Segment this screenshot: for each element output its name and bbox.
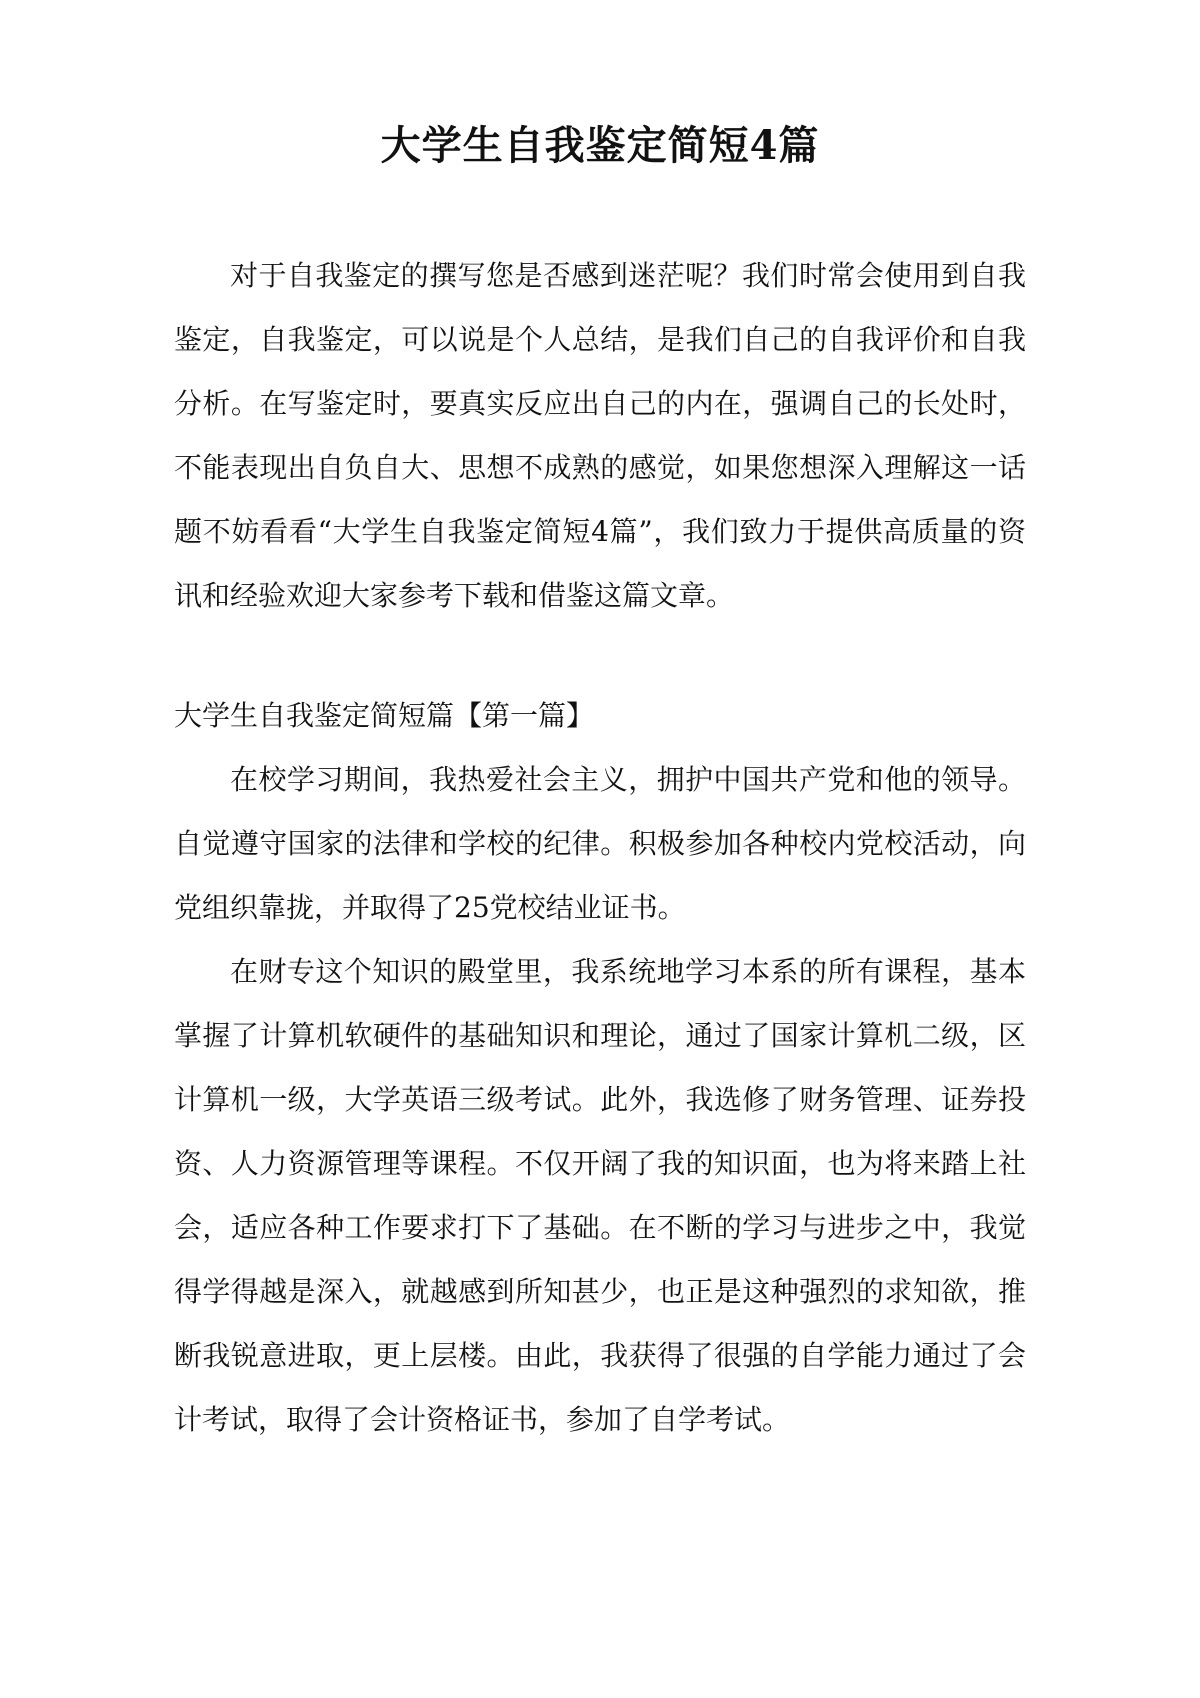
body-paragraph-2: 在财专这个知识的殿堂里，我系统地学习本系的所有课程，基本掌握了计算机软硬件的基础知识和理论，通过了国家计算机二级，区计算机一级，大学英语三级考试。此外，我选修了财务管理、证券投资、人力资源管理等课程。不仅开阔了我的知识面，也为将来踏上社会，适应各种工作要求打下了基础。在不断的学习与进步之中，我觉得学得越是深入，就越感到所知甚少，也正是这种强烈的求知欲，推断我锐意进取，更上层楼。由此，我获得了很强的自学能力通过了会计考试，取得了会计资格证书，参加了自学考试。	[174, 955, 1026, 1436]
intro-paragraph: 对于自我鉴定的撰写您是否感到迷茫呢？我们时常会使用到自我鉴定，自我鉴定，可以说是个人总结，是我们自己的自我评价和自我分析。在写鉴定时，要真实反应出自己的内在，强调自己的长处时，不能表现出自负自大、思想不成熟的感觉，如果您想深入理解这一话题不妨看看“大学生自我鉴定简短4篇”，我们致力于提供高质量的资讯和经验欢迎大家参考下载和借鉴这篇文章。	[174, 259, 1026, 612]
document-title: 大学生自我鉴定简短4篇	[380, 122, 820, 169]
section-heading: 大学生自我鉴定简短篇【第一篇】	[174, 699, 595, 732]
document-body	[174, 244, 1026, 1452]
body-paragraph-1: 在校学习期间，我热爱社会主义，拥护中国共产党和他的领导。自觉遵守国家的法律和学校的纪律。积极参加各种校内党校活动，向党组织靠拢，并取得了25党校结业证书。	[174, 763, 1026, 924]
